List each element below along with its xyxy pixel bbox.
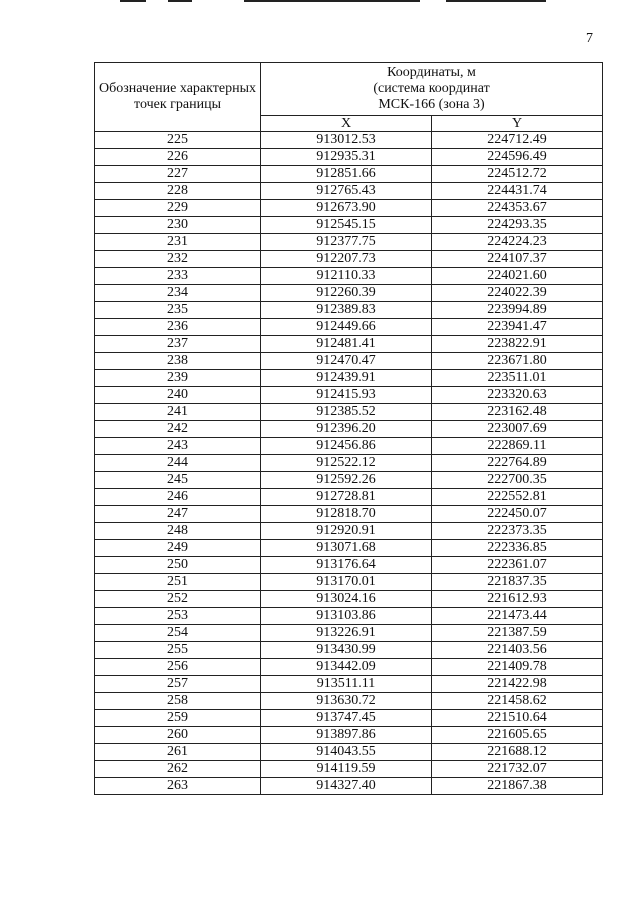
- y-coordinate-cell: 224224.23: [432, 234, 603, 251]
- point-id-cell: 254: [95, 625, 261, 642]
- y-coordinate-cell: 221837.35: [432, 574, 603, 591]
- x-coordinate-cell: 912818.70: [261, 506, 432, 523]
- coordinate-zone-line: МСК-166 (зона 3): [378, 97, 485, 112]
- x-coordinate-cell: 914327.40: [261, 778, 432, 795]
- table-row: [95, 540, 603, 557]
- y-coordinate-cell: 223007.69: [432, 421, 603, 438]
- x-coordinate-cell: 912851.66: [261, 166, 432, 183]
- table-row: [95, 404, 603, 421]
- y-coordinate-cell: 222869.11: [432, 438, 603, 455]
- y-coordinate-cell: 223671.80: [432, 353, 603, 370]
- point-id-cell: 258: [95, 693, 261, 710]
- y-coordinate-cell: 223994.89: [432, 302, 603, 319]
- table-row: [95, 370, 603, 387]
- point-id-cell: 240: [95, 387, 261, 404]
- point-id-cell: 225: [95, 132, 261, 149]
- x-coordinate-cell: 913442.09: [261, 659, 432, 676]
- x-coordinate-cell: 912673.90: [261, 200, 432, 217]
- y-coordinate-cell: 224596.49: [432, 149, 603, 166]
- scan-edge-mark: [120, 0, 146, 2]
- scan-edge-mark: [446, 0, 546, 2]
- point-id-cell: 227: [95, 166, 261, 183]
- y-column-header: Y: [432, 116, 603, 132]
- table-row: [95, 591, 603, 608]
- y-coordinate-cell: 223511.01: [432, 370, 603, 387]
- table-row: [95, 778, 603, 795]
- x-coordinate-cell: 912377.75: [261, 234, 432, 251]
- y-coordinate-cell: 221458.62: [432, 693, 603, 710]
- table-row: [95, 268, 603, 285]
- y-coordinate-cell: 221688.12: [432, 744, 603, 761]
- point-id-cell: 262: [95, 761, 261, 778]
- y-coordinate-cell: 221409.78: [432, 659, 603, 676]
- point-id-cell: 242: [95, 421, 261, 438]
- table-row: [95, 200, 603, 217]
- x-coordinate-cell: 913430.99: [261, 642, 432, 659]
- point-id-cell: 249: [95, 540, 261, 557]
- table-row: [95, 608, 603, 625]
- points-column-header: Обозначение характерных точек границы: [95, 63, 261, 132]
- table-row: [95, 387, 603, 404]
- point-id-cell: 247: [95, 506, 261, 523]
- point-id-cell: 251: [95, 574, 261, 591]
- table-row: [95, 693, 603, 710]
- y-coordinate-cell: 224512.72: [432, 166, 603, 183]
- point-id-cell: 236: [95, 319, 261, 336]
- x-coordinate-cell: 913024.16: [261, 591, 432, 608]
- x-coordinate-cell: 912592.26: [261, 472, 432, 489]
- point-id-cell: 263: [95, 778, 261, 795]
- y-coordinate-cell: 223320.63: [432, 387, 603, 404]
- x-coordinate-cell: 912385.52: [261, 404, 432, 421]
- table-row: [95, 625, 603, 642]
- y-coordinate-cell: 221403.56: [432, 642, 603, 659]
- y-coordinate-cell: 221605.65: [432, 727, 603, 744]
- point-id-cell: 238: [95, 353, 261, 370]
- table-row: [95, 744, 603, 761]
- table-row: [95, 489, 603, 506]
- table-row: [95, 455, 603, 472]
- point-id-cell: 234: [95, 285, 261, 302]
- table-row: [95, 183, 603, 200]
- y-coordinate-cell: 221732.07: [432, 761, 603, 778]
- x-coordinate-cell: 912110.33: [261, 268, 432, 285]
- table-row: [95, 353, 603, 370]
- x-coordinate-cell: 912415.93: [261, 387, 432, 404]
- y-coordinate-cell: 221422.98: [432, 676, 603, 693]
- table-row: [95, 438, 603, 455]
- x-coordinate-cell: 912522.12: [261, 455, 432, 472]
- y-coordinate-cell: 222764.89: [432, 455, 603, 472]
- point-id-cell: 226: [95, 149, 261, 166]
- table-row: [95, 285, 603, 302]
- point-id-cell: 259: [95, 710, 261, 727]
- coordinates-group-header: [261, 63, 603, 116]
- table-row: [95, 302, 603, 319]
- table-row: [95, 336, 603, 353]
- coordinates-table: [94, 62, 603, 795]
- x-coordinate-cell: 912439.91: [261, 370, 432, 387]
- table-row: [95, 217, 603, 234]
- table-row: [95, 642, 603, 659]
- y-coordinate-cell: 224293.35: [432, 217, 603, 234]
- point-id-cell: 239: [95, 370, 261, 387]
- table-row: [95, 421, 603, 438]
- table-row: [95, 676, 603, 693]
- point-id-cell: 241: [95, 404, 261, 421]
- point-id-cell: 255: [95, 642, 261, 659]
- x-coordinate-cell: 912545.15: [261, 217, 432, 234]
- table-row: [95, 319, 603, 336]
- x-coordinate-cell: 914119.59: [261, 761, 432, 778]
- y-coordinate-cell: 223162.48: [432, 404, 603, 421]
- coordinate-system-line: (система координат: [373, 81, 490, 96]
- x-coordinate-cell: 912456.86: [261, 438, 432, 455]
- point-id-cell: 235: [95, 302, 261, 319]
- table-row: [95, 557, 603, 574]
- y-coordinate-cell: 223822.91: [432, 336, 603, 353]
- y-coordinate-cell: 221867.38: [432, 778, 603, 795]
- y-coordinate-cell: 222373.35: [432, 523, 603, 540]
- point-id-cell: 260: [95, 727, 261, 744]
- point-id-cell: 229: [95, 200, 261, 217]
- x-coordinate-cell: 912207.73: [261, 251, 432, 268]
- point-id-cell: 245: [95, 472, 261, 489]
- point-id-cell: 243: [95, 438, 261, 455]
- y-coordinate-cell: 222700.35: [432, 472, 603, 489]
- x-coordinate-cell: 913170.01: [261, 574, 432, 591]
- y-coordinate-cell: 224021.60: [432, 268, 603, 285]
- x-coordinate-cell: 913226.91: [261, 625, 432, 642]
- x-coordinate-cell: 913897.86: [261, 727, 432, 744]
- table-row: [95, 132, 603, 149]
- x-coordinate-cell: 912765.43: [261, 183, 432, 200]
- x-coordinate-cell: 913630.72: [261, 693, 432, 710]
- point-id-cell: 244: [95, 455, 261, 472]
- y-coordinate-cell: 221387.59: [432, 625, 603, 642]
- y-coordinate-cell: 221612.93: [432, 591, 603, 608]
- x-coordinate-cell: 912396.20: [261, 421, 432, 438]
- page-number: 7: [586, 31, 593, 46]
- point-id-cell: 246: [95, 489, 261, 506]
- y-coordinate-cell: 222450.07: [432, 506, 603, 523]
- table-header: [95, 63, 603, 132]
- point-id-cell: 252: [95, 591, 261, 608]
- point-id-cell: 228: [95, 183, 261, 200]
- table-row: [95, 523, 603, 540]
- y-coordinate-cell: 224712.49: [432, 132, 603, 149]
- point-id-cell: 233: [95, 268, 261, 285]
- x-coordinate-cell: 912449.66: [261, 319, 432, 336]
- x-coordinate-cell: 912935.31: [261, 149, 432, 166]
- table-row: [95, 234, 603, 251]
- table-row: [95, 659, 603, 676]
- x-coordinate-cell: 914043.55: [261, 744, 432, 761]
- x-coordinate-cell: 913176.64: [261, 557, 432, 574]
- x-coordinate-cell: 912728.81: [261, 489, 432, 506]
- point-id-cell: 257: [95, 676, 261, 693]
- point-id-cell: 231: [95, 234, 261, 251]
- x-coordinate-cell: 913012.53: [261, 132, 432, 149]
- table-row: [95, 761, 603, 778]
- point-id-cell: 261: [95, 744, 261, 761]
- y-coordinate-cell: 224353.67: [432, 200, 603, 217]
- point-id-cell: 230: [95, 217, 261, 234]
- y-coordinate-cell: 221510.64: [432, 710, 603, 727]
- scan-edge-mark: [244, 0, 420, 2]
- table-row: [95, 166, 603, 183]
- table-body: [95, 132, 603, 795]
- x-coordinate-cell: 912920.91: [261, 523, 432, 540]
- table-row: [95, 574, 603, 591]
- point-id-cell: 250: [95, 557, 261, 574]
- x-coordinate-cell: 913747.45: [261, 710, 432, 727]
- table-row: [95, 710, 603, 727]
- table-row: [95, 149, 603, 166]
- point-id-cell: 248: [95, 523, 261, 540]
- point-id-cell: 253: [95, 608, 261, 625]
- x-coordinate-cell: 913103.86: [261, 608, 432, 625]
- y-coordinate-cell: 224107.37: [432, 251, 603, 268]
- scan-edge-mark: [168, 0, 192, 2]
- point-id-cell: 237: [95, 336, 261, 353]
- y-coordinate-cell: 222361.07: [432, 557, 603, 574]
- x-coordinate-cell: 912389.83: [261, 302, 432, 319]
- point-id-cell: 256: [95, 659, 261, 676]
- x-coordinate-cell: 913511.11: [261, 676, 432, 693]
- y-coordinate-cell: 224431.74: [432, 183, 603, 200]
- y-coordinate-cell: 221473.44: [432, 608, 603, 625]
- x-coordinate-cell: 912260.39: [261, 285, 432, 302]
- y-coordinate-cell: 222552.81: [432, 489, 603, 506]
- table-row: [95, 727, 603, 744]
- coordinates-title: Координаты, м: [387, 65, 476, 80]
- table-row: [95, 506, 603, 523]
- point-id-cell: 232: [95, 251, 261, 268]
- y-coordinate-cell: 224022.39: [432, 285, 603, 302]
- x-coordinate-cell: 912470.47: [261, 353, 432, 370]
- x-coordinate-cell: 913071.68: [261, 540, 432, 557]
- x-column-header: X: [261, 116, 432, 132]
- x-coordinate-cell: 912481.41: [261, 336, 432, 353]
- table-row: [95, 251, 603, 268]
- table-row: [95, 472, 603, 489]
- y-coordinate-cell: 222336.85: [432, 540, 603, 557]
- y-coordinate-cell: 223941.47: [432, 319, 603, 336]
